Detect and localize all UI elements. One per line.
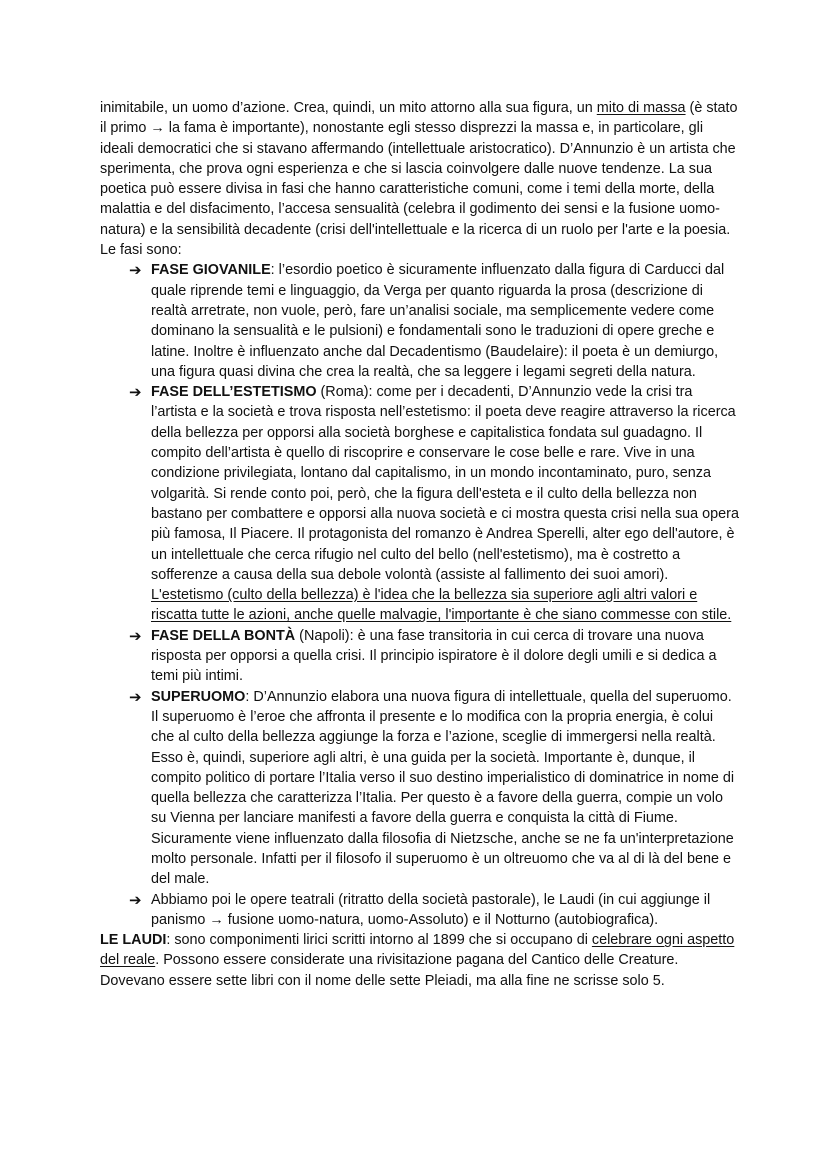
intro-text-2: (è stato il primo → la fama è importante), nonostante egli stesso disprezzi la massa e, in particolare, gli ideali democratici che si stavano affermando (intellettuale aristocratico). D’Annunzio è un artista che sperimenta, che prova ogni esperienza e che si lascia coinvolgere dalle nuove tendenze. La sua poetica può essere divisa in fasi che hanno caratteristiche comuni, come i temi della morte, della malattia e del disfacimento, l’accesa sensualità (celebra il godimento dei sensi e la fusione uomo-natura) e la sensibilità decadente (crisi dell'intellettuale e la ricerca di un ruolo per l'arte e la poesia. Le fasi sono:	[100, 100, 738, 259]
list-item	[100, 260, 740, 382]
arrow-bullet-icon: ➔	[129, 261, 142, 280]
laudi-text-2: . Possono essere considerate una rivisitazione pagana del Cantico delle Creature. Dovevano essere sette libri con il nome delle sette Pleiadi, ma alla fine ne scrisse solo 5.	[100, 952, 679, 989]
phase-body: Abbiamo poi le opere teatrali (ritratto della società pastorale), le Laudi (in cui aggiunge il panismo → fusione uomo-natura, uomo-Assoluto) e il Notturno (autobiografica).	[151, 891, 711, 928]
phases-list	[100, 260, 740, 930]
phase-body: (Napoli): è una fase transitoria in cui cerca di trovare una nuova risposta per opporsi a quella crisi. Il principio ispiratore è il dolore degli umili e si dedica a temi più intimi.	[151, 627, 717, 685]
phase-body: : l’esordio poetico è sicuramente influenzato dalla figura di Carducci dal quale riprende temi e linguaggio, da Verga per quanto riguarda la prosa (descrizione di realtà arretrate, non vuole, però, fare un’analisi sociale, ma semplicemente vedere come dominano la sensualità e le pulsioni) e fondamentali sono le traduzioni di opere greche e latine. Inoltre è influenzato anche dal Decadentismo (Baudelaire): il poeta è un demiurgo, una figura quasi divina che crea la realtà, che sa leggere i legami segreti della natura.	[151, 262, 725, 380]
phase-title: FASE DELLA BONTÀ	[151, 627, 296, 644]
list-item	[100, 890, 740, 931]
arrow-bullet-icon: ➔	[129, 383, 142, 402]
list-item	[100, 382, 740, 626]
intro-text-1: inimitabile, un uomo d’azione. Crea, quindi, un mito attorno alla sua figura, un	[100, 100, 597, 116]
laudi-text-1: : sono componimenti lirici scritti intorno al 1899 che si occupano di	[166, 932, 592, 949]
phase-title: SUPERUOMO	[151, 688, 246, 705]
arrow-bullet-icon: ➔	[129, 890, 142, 909]
phase-underlined-definition: L'estetismo (culto della bellezza) è l'idea che la bellezza sia superiore agli altri valori e riscatta tutte le azioni, anche quelle malvagie, l'importante è che siano commesse con stile.	[151, 587, 732, 624]
phase-title: FASE DELL’ESTETISMO	[151, 384, 317, 401]
laudi-underlined-phrase: celebrare ogni aspetto del reale	[100, 932, 735, 969]
document-page	[100, 98, 740, 991]
list-item	[100, 687, 740, 890]
phase-body: : D’Annunzio elabora una nuova figura di intellettuale, quella del superuomo. Il superuomo è l’eroe che affronta il presente e lo modifica con la propria energia, è colui che al culto della bellezza aggiunge la forza e l’azione, sceglie di immergersi nella realtà. Esso è, quindi, superiore agli altri, è una guida per la società. Importante è, dunque, il compito politico di portare l’Italia verso il suo destino imperialistico di dominatrice in nome di quella bellezza che caratterizza l’Italia. Per questo è a favore della guerra, compie un volo su Vienna per lanciare manifesti a favore della guerra e conquista la città di Fiume. Sicuramente viene influenzato dalla filosofia di Nietzsche, anche se ne fa un'interpretazione molto personale. Infatti per il filosofo il superuomo è un oltreuomo che va al di là del bene e del male.	[151, 688, 735, 888]
arrow-bullet-icon: ➔	[129, 687, 142, 706]
arrow-bullet-icon: ➔	[129, 626, 142, 645]
phase-title: FASE GIOVANILE	[151, 262, 271, 279]
laudi-title: LE LAUDI	[100, 932, 167, 949]
laudi-paragraph	[100, 930, 740, 991]
intro-underlined-phrase: mito di massa	[596, 100, 686, 116]
list-item	[100, 626, 740, 687]
phase-body: (Roma): come per i decadenti, D’Annunzio vede la crisi tra l’artista e la società e trova risposta nell’estetismo: il poeta deve reagire attraverso la ricerca della bellezza per opporsi alla società borghese e capitalistica fondata sul guadagno. Il compito dell’artista è quello di riscoprire e conservare le cose belle e rare. Vive in una condizione privilegiata, lontano dal capitalismo, in un mondo incontaminato, puro, senza volgarità. Si rende conto poi, però, che la figura dell'esteta e il culto della bellezza non bastano per combattere e opporsi alla nuova società e ci mostra questa crisi nella sua opera più famosa, Il Piacere. Il protagonista del romanzo è Andrea Sperelli, alter ego dell'autore, è un intellettuale che cerca rifugio nel culto del bello (nell'estetismo), ma è costretto a sofferenze a causa della sua debole volontà (assiste al fallimento dei suoi amori).	[151, 384, 739, 583]
intro-paragraph	[100, 98, 740, 260]
